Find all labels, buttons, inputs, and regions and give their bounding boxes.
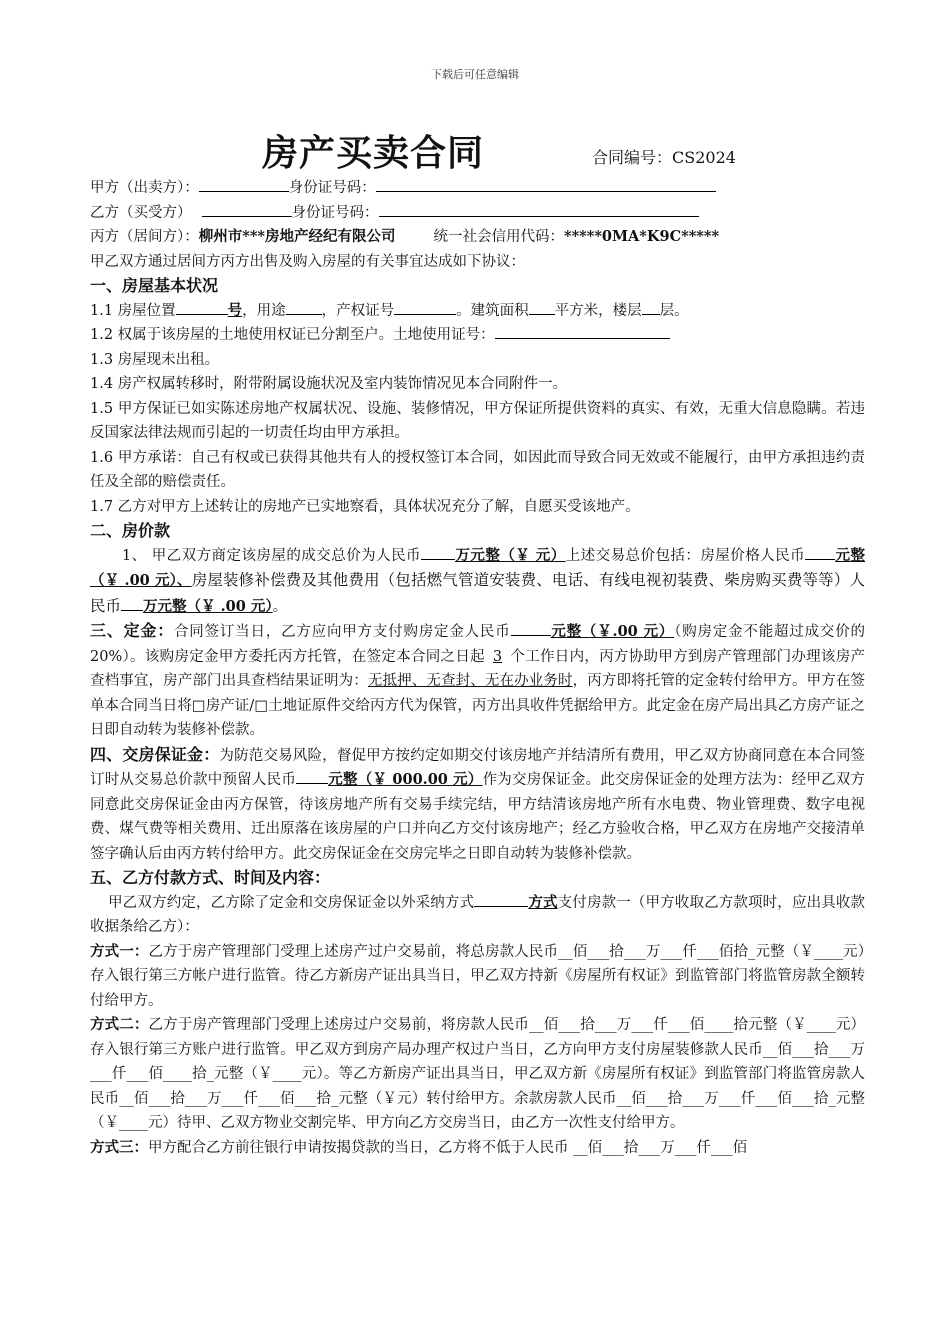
clause-1-2: 1.2 权属于该房屋的土地使用权证已分割至户。土地使用证号：: [90, 323, 865, 348]
method-3-label: 方式三：: [90, 1138, 148, 1156]
method-1-label: 方式一：: [90, 942, 149, 960]
party-a-label: 甲方（出卖方）：: [90, 180, 199, 196]
clause-1-4: 1.4 房产权属转移时，附带附属设施状况及室内装饰情况见本合同附件一。: [90, 376, 568, 392]
section-3: 三、定金：合同签订当日，乙方应向甲方支付购房定金人民币 元整（￥.00 元）（购房定金不能超过成交价的 20%）。该购房定金甲方委托丙方托管，在签定本合同之日起 3 个工作日内，丙方协助甲方到房产管理部门办理该房产查档事宜，房产部门出具查档结果证明为：无抵押、无查封、无在办业务时，丙方即将托管的定金转付给甲方。甲方在签单本合同当日将□房产证/□土地证原件交给丙方代为保管，丙方出具收件凭据给甲方。此定金在房产局出具乙方房产证之日即自动转为装修补偿款。: [90, 621, 865, 738]
id-label: 身份证号码：: [291, 204, 379, 221]
party-c-label: 丙方（居间方）：: [90, 229, 199, 245]
payment-method-3: 方式三：甲方配合乙方前往银行申请按揭贷款的当日，乙方将不低于人民币 __佰___拾___万___仟___佰: [90, 1138, 748, 1156]
header-note: 下载后可任意编辑: [431, 68, 519, 81]
clause-1-3: 1.3 房屋现未出租。: [90, 351, 220, 368]
party-b-line: [90, 201, 865, 226]
party-b-label: 乙方（买受方）: [90, 204, 192, 221]
clause-1-1: 1.1 房屋位置 号，用途 ，产权证号 。建筑面积 平方米，楼层 层。: [90, 299, 865, 324]
party-c-line: [90, 225, 865, 250]
method-2-label: 方式二：: [90, 1016, 149, 1033]
party-b-id-blank: [379, 201, 699, 217]
page-title: 房产买卖合同: [262, 132, 485, 174]
section-5-intro: 甲乙双方约定，乙方除了定金和交房保证金以外采纳方式 方式支付房款一（甲方收取乙方款项时，应出具收款收据条给乙方）：: [90, 891, 865, 940]
party-a-line: [90, 176, 865, 201]
section-2-title: 二、房价款: [90, 521, 171, 540]
agreement-line: 甲乙双方通过居间方丙方出售及购入房屋的有关事宜达成如下协议：: [90, 253, 525, 270]
clause-1-7: 1.7 乙方对甲方上述转让的房地产已实地察看，具体状况充分了解，自愿买受该地产。: [90, 498, 640, 515]
contract-body: [90, 176, 865, 1160]
clause-1-6: 1.6 甲方承诺：自己有权或已获得其他共有人的授权签订本合同，如因此而导致合同无效或不能履行，由甲方承担违约责任及全部的赔偿责任。: [90, 449, 865, 490]
clause-1-5: 1.5 甲方保证已如实陈述房地产权属状况、设施、装修情况，甲方保证所提供资料的真实、有效，无重大信息隐瞒。若违反国家法律法规而引起的一切责任均由甲方承担。: [90, 400, 865, 441]
credit-label: 统一社会信用代码：: [433, 229, 564, 245]
clause-2-1: 1、 甲乙双方商定该房屋的成交总价为人民币 万元整（￥ 元）上述交易总价包括：房屋价格人民币 元整（￥ .00 元）、房屋装修补偿费及其他费用（包括燃气管道安装费、电话、有线电视初装费、柴房购买费等等）人民币 万元整（￥ .00 元）。: [90, 544, 865, 620]
payment-method-2: 方式二：乙方于房产管理部门受理上述房过户交易前，将房款人民币__佰___拾___万___仟___佰____拾元整（￥____元）存入银行第三方账户进行监管。甲乙双方到房产局办理产权过户当日，乙方向甲方支付房屋装修款人民币__佰___拾___万___仟___佰____拾_元整（￥____元）。等乙方新房产证出具当日，甲乙双方新《房屋所有权证》到监管部门将监管房款人民币__佰___拾___万___仟___佰___拾_元整（￥元）转付给甲方。余款房款人民币__佰___拾___万___仟___佰___拾_元整（￥____元）待甲、乙双方物业交割完毕、甲方向乙方交房当日，由乙方一次性支付给甲方。: [90, 1016, 866, 1131]
payment-method-1: 方式一：乙方于房产管理部门受理上述房产过户交易前，将总房款人民币__佰___拾___万___仟___佰拾_元整（￥____元）存入银行第三方帐户进行监管。待乙方新房产证出具当日，甲乙双方持新《房屋所有权证》到监管部门将监管房款全额转付给甲方。: [90, 942, 866, 1009]
credit-code: *****0MA*K9C*****: [564, 228, 720, 245]
party-c-name: 柳州市***房地产经纪有限公司: [198, 228, 396, 245]
section-3-title: 三、定金：: [90, 621, 174, 640]
section-4-title: 四、交房保证金：: [90, 744, 220, 764]
section-1-title: 一、房屋基本状况: [90, 276, 219, 295]
party-a-id-blank: [376, 176, 716, 192]
id-label: 身份证号码：: [288, 180, 376, 196]
party-a-blank: [199, 176, 289, 192]
title-row: [0, 125, 950, 175]
party-b-blank: [202, 201, 292, 217]
contract-number: 合同编号：CS2024: [592, 148, 736, 167]
section-4: 四、交房保证金：为防范交易风险，督促甲方按约定如期交付该房地产并结清所有费用，甲乙双方协商同意在本合同签订时从交易总价款中预留人民币 元整（￥ 000.00 元）作为交房保证金。此交房保证金的处理方法为：经甲乙双方同意此交房保证金由丙方保管，待该房地产所有交易手续完结，甲方结清该房地产所有水电费、物业管理费、数字电视费、煤气费等相关费用、迁出原落在该房屋的户口并向乙方交付该房地产；经乙方验收合格，甲乙双方在房地产交接清单签字确认后由丙方转付给甲方。此交房保证金在交房完毕之日即自动转为装修补偿款。: [90, 744, 866, 862]
section-5-title: 五、乙方付款方式、时间及内容：: [90, 868, 331, 887]
